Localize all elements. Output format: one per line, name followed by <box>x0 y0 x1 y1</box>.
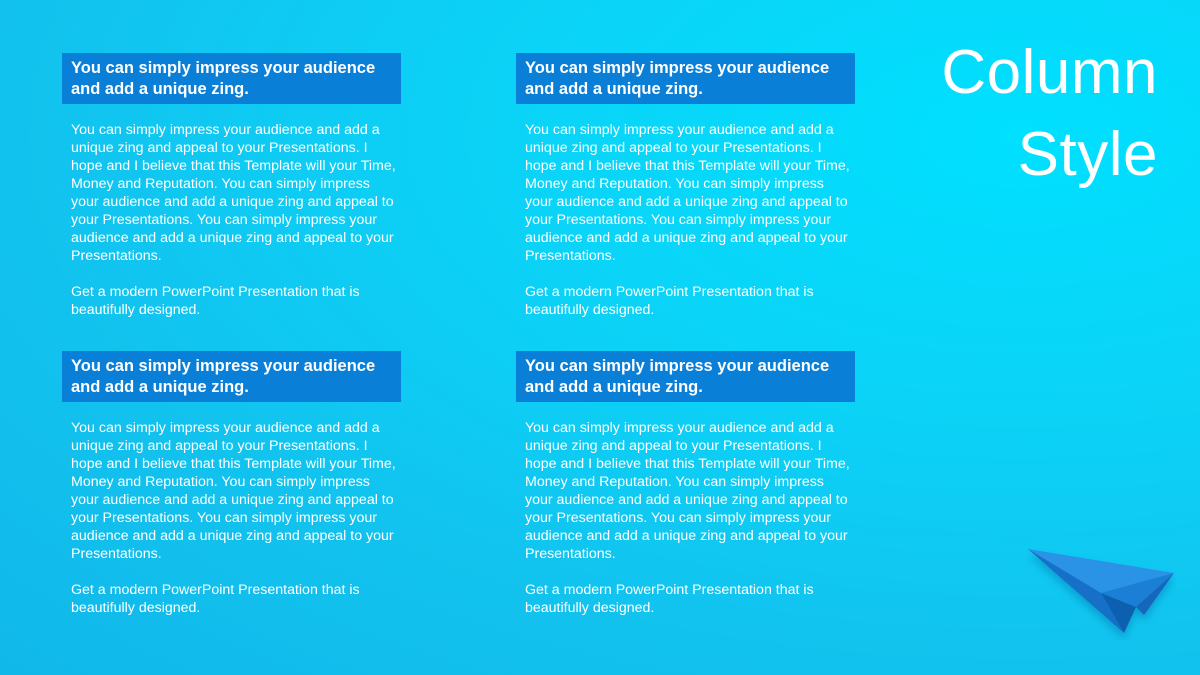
slide-title-line2: Style <box>1017 120 1158 189</box>
column-body <box>516 121 855 319</box>
text-column-bottom-right <box>516 351 856 617</box>
column-heading: You can simply impress your audience and add a unique zing. <box>62 53 401 104</box>
text-column-top-left <box>62 53 402 319</box>
text-column-top-right <box>516 53 856 319</box>
column-heading: You can simply impress your audience and add a unique zing. <box>62 351 401 402</box>
column-body <box>62 121 401 319</box>
column-heading: You can simply impress your audience and add a unique zing. <box>516 351 855 402</box>
text-column-bottom-left <box>62 351 402 617</box>
column-paragraph: Get a modern PowerPoint Presentation that is beautifully designed. <box>71 582 360 616</box>
paper-plane-icon <box>1026 545 1176 640</box>
column-body <box>516 419 855 617</box>
slide-title <box>858 32 1158 196</box>
column-paragraph: Get a modern PowerPoint Presentation that is beautifully designed. <box>525 284 814 318</box>
column-paragraph: You can simply impress your audience and add a unique zing and appeal to your Presentations. I hope and I believe that this Template will your Time, Money and Reputation. You can simply impress your audience and add a unique zing and appeal to your Presentations. You can simply impress your audience and add a unique zing and appeal to your Presentations. <box>71 420 396 562</box>
column-paragraph: You can simply impress your audience and add a unique zing and appeal to your Presentations. I hope and I believe that this Template will your Time, Money and Reputation. You can simply impress your audience and add a unique zing and appeal to your Presentations. You can simply impress your audience and add a unique zing and appeal to your Presentations. <box>525 420 850 562</box>
column-paragraph: Get a modern PowerPoint Presentation that is beautifully designed. <box>525 582 814 616</box>
column-paragraph: You can simply impress your audience and add a unique zing and appeal to your Presentations. I hope and I believe that this Template will your Time, Money and Reputation. You can simply impress your audience and add a unique zing and appeal to your Presentations. You can simply impress your audience and add a unique zing and appeal to your Presentations. <box>71 122 396 264</box>
column-paragraph: Get a modern PowerPoint Presentation that is beautifully designed. <box>71 284 360 318</box>
column-body <box>62 419 401 617</box>
column-heading: You can simply impress your audience and add a unique zing. <box>516 53 855 104</box>
column-paragraph: You can simply impress your audience and add a unique zing and appeal to your Presentations. I hope and I believe that this Template will your Time, Money and Reputation. You can simply impress your audience and add a unique zing and appeal to your Presentations. You can simply impress your audience and add a unique zing and appeal to your Presentations. <box>525 122 850 264</box>
slide-title-line1: Column <box>941 38 1158 107</box>
